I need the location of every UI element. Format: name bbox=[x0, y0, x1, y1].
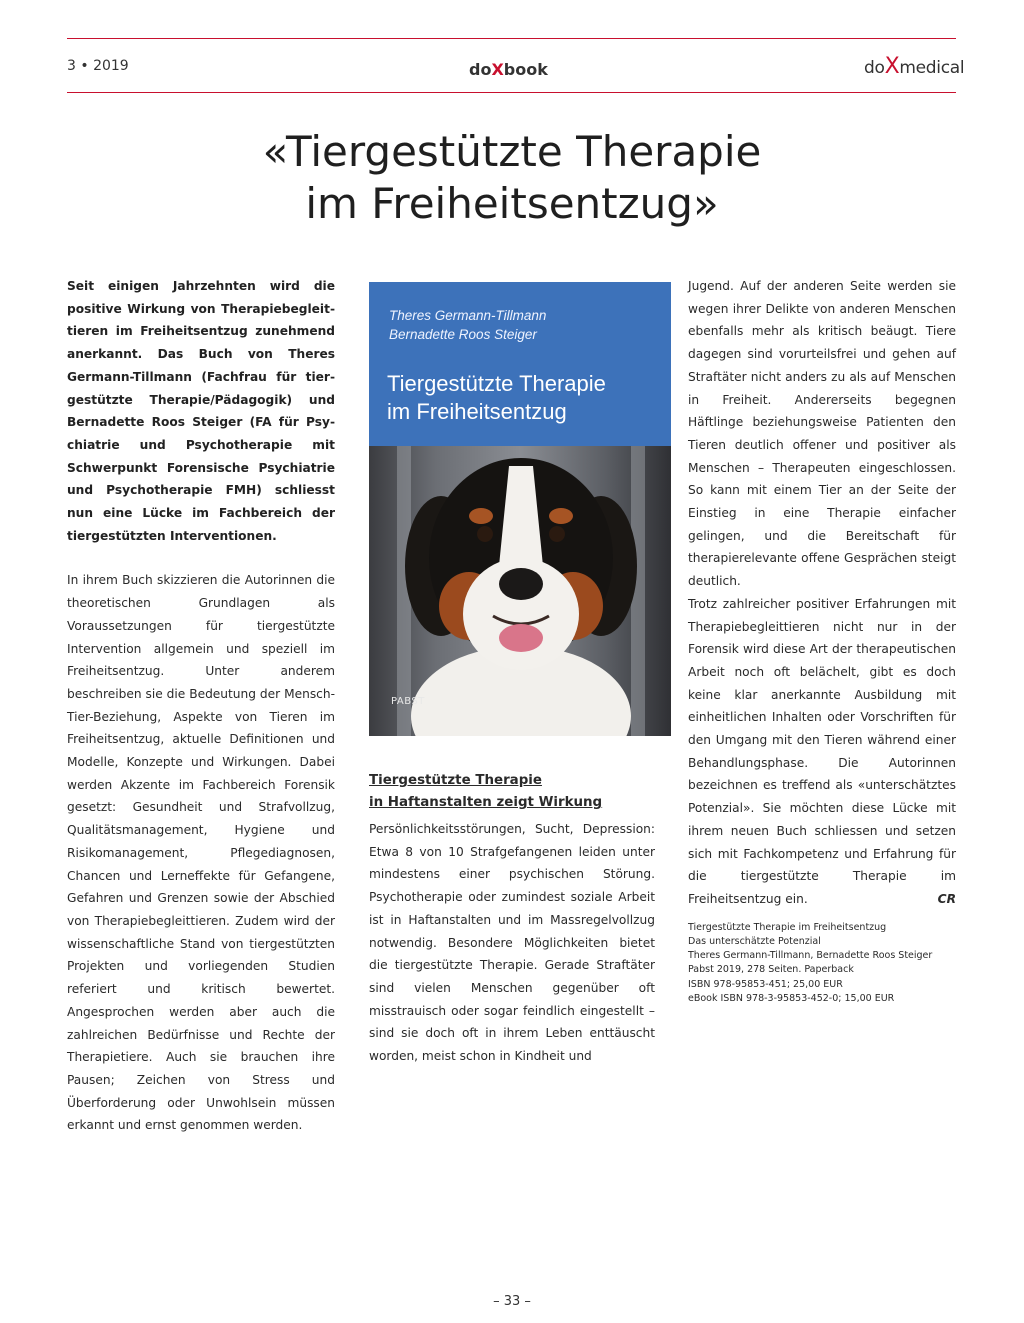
book-info-line: Theres Germann-Tillmann, Bernadette Roos Steiger bbox=[688, 950, 933, 962]
dog-illustration-icon bbox=[369, 446, 671, 736]
book-info-line: Pabst 2019, 278 Seiten. Paperback bbox=[688, 964, 854, 976]
title-line-1: «Tiergestützte Therapie bbox=[262, 127, 762, 176]
doxmedical-logo bbox=[864, 54, 964, 79]
doxbook-logo-post: book bbox=[503, 60, 548, 79]
cover-publisher: PABST bbox=[391, 696, 425, 707]
cover-author-2: Bernadette Roos Steiger bbox=[389, 327, 537, 342]
cover-title-line-2: im Freiheitsentzug bbox=[387, 399, 567, 424]
doxmedical-logo-post: medical bbox=[899, 58, 965, 78]
middle-column bbox=[369, 818, 655, 1068]
right-paragraph-2 bbox=[688, 593, 956, 911]
middle-subhead bbox=[369, 770, 655, 814]
subhead-line-2: in Haftanstalten zeigt Wirkung bbox=[369, 795, 603, 810]
cover-title bbox=[387, 370, 606, 426]
book-info-line: eBook ISBN 978-3-95853-452-0; 15,00 EUR bbox=[688, 992, 895, 1004]
doxbook-logo-pre: do bbox=[469, 60, 492, 79]
book-info-line: Das unterschätzte Potenzial bbox=[688, 935, 821, 947]
cover-authors bbox=[389, 306, 546, 344]
issue-number: 3 • 2019 bbox=[67, 58, 129, 74]
page-number: – 33 – bbox=[493, 1294, 531, 1309]
author-signature: CR bbox=[937, 891, 956, 906]
doxbook-logo bbox=[469, 60, 548, 79]
doxbook-logo-x: X bbox=[491, 60, 504, 79]
book-info-line: Tiergestützte Therapie im Freiheitsentzug bbox=[688, 921, 887, 933]
subhead-line-1: Tiergestützte Therapie bbox=[369, 773, 542, 788]
title-line-2: im Freiheitsentzug» bbox=[305, 179, 719, 228]
book-info bbox=[688, 921, 956, 1006]
cover-author-1: Theres Germann-Tillmann bbox=[389, 308, 547, 323]
right-paragraph-2-text: Trotz zahlreicher positiver Erfahrungen mit Therapiebegleittieren nicht nur in der Forensik wird diese Art der therapeutischen Arbeit noch oft belächelt, gibt es doch keine klar anerkannte Ausbildung mit einheitlichen Inhalten oder Vorschriften für den Umgang mit den Tieren während einer Behandlungsphase. Die Autorinnen bezeichnen es treffend als «unterschätztes Potenzial». Sie möchten diese Lücke mit ihrem neuen Buch schliessen und setzen sich mit Fachkompetenz und Erfahrung für die tiergestützte Therapie im Freiheitsentzug ein. bbox=[688, 596, 956, 906]
top-rule bbox=[67, 38, 956, 39]
header-rule bbox=[67, 92, 956, 93]
cover-title-line-1: Tiergestützte Therapie bbox=[387, 371, 606, 396]
lead-paragraph: Seit einigen Jahrzehnten wird die positive Wirkung von Therapiebegleittieren im Freiheitsentzug zunehmend anerkannt. Das Buch von Theres Germann-Tillmann (Fachfrau für tiergestützte Therapie/Pädagogik) und Bernadette Roos Steiger (FA für Psychiatrie und Psychotherapie mit Schwerpunkt Forensische Psychiatrie und Psychotherapie FMH) schliesst nun eine Lücke im Fachbereich der tiergestützten Interventionen. bbox=[67, 279, 335, 543]
left-column bbox=[67, 275, 335, 1137]
article-title bbox=[0, 126, 1024, 230]
book-info-line: ISBN 978-95853-451; 25,00 EUR bbox=[688, 978, 843, 990]
book-cover bbox=[369, 282, 671, 736]
body-paragraph: In ihrem Buch skizzieren die Autorinnen die theoretischen Grundlagen als Voraussetzungen für tiergestützte Intervention allgemein und speziell im Freiheitsentzug. Unter anderem beschreiben sie die Bedeutung der Mensch-Tier-Beziehung, Aspekte von Tieren im Freiheitsentzug, aktuelle Definitionen und Modelle, Konzepte und Wirkungen. Dabei werden Akzente im Fachbereich Forensik gesetzt: Gesundheit und Strafvollzug, Qualitätsmanagement, Hygiene und Risikomanagement, Pflegediagnosen, Chancen und Lerneffekte für Gefangene, Gefahren und Grenzen sowie der Abschied von Therapiebegleittieren. Zudem wird der wissenschaftliche Stand von tiergestützten Projekten und vorliegenden Studien referiert und kritisch bewertet. Angesprochen werden aber auch die zahlreichen Bedürfnisse und Rechte der Therapietiere. Auch sie brauchen ihre Pausen; Zeichen von Stress und Überforderung oder Unwohlsein müssen erkannt und ernst genommen werden. bbox=[67, 573, 335, 1133]
doxmedical-logo-x: X bbox=[884, 54, 900, 79]
doxmedical-logo-pre: do bbox=[864, 58, 885, 78]
middle-paragraph: Persönlichkeitsstörungen, Sucht, Depression: Etwa 8 von 10 Strafgefangenen leiden unter mindestens einer psychischen Störung. Psychotherapie oder zumindest soziale Arbeit ist in Haftanstalten und im Massregelvollzug notwendig. Besondere Möglichkeiten bietet die tiergestützte Therapie. Gerade Straftäter sind vielen Menschen gegenüber oft misstrauisch oder sogar feindlich eingestellt – sind sie doch oft in ihrem Leben enttäuscht worden, meist schon in Kindheit und bbox=[369, 822, 655, 1064]
right-paragraph-1: Jugend. Auf der anderen Seite werden sie wegen ihrer Delikte von anderen Menschen ebenfalls mehr als kritisch beäugt. Tiere dagegen sind vorurteilsfrei und gehen auf Straftäter nicht anders zu als auf Menschen in Freiheit. Andererseits begegnen Häftlinge beziehungsweise Patienten den Tieren deutlich offener und positiver als Menschen – Therapeuten eingeschlossen. So kann mit einem Tier an der Seite der Einstieg in eine Therapie einfacher gelingen, und die Bereitschaft für therapierelevante offene Gesprächen steigt deutlich. bbox=[688, 279, 956, 589]
dog-photo bbox=[369, 446, 671, 736]
right-column bbox=[688, 275, 956, 1006]
